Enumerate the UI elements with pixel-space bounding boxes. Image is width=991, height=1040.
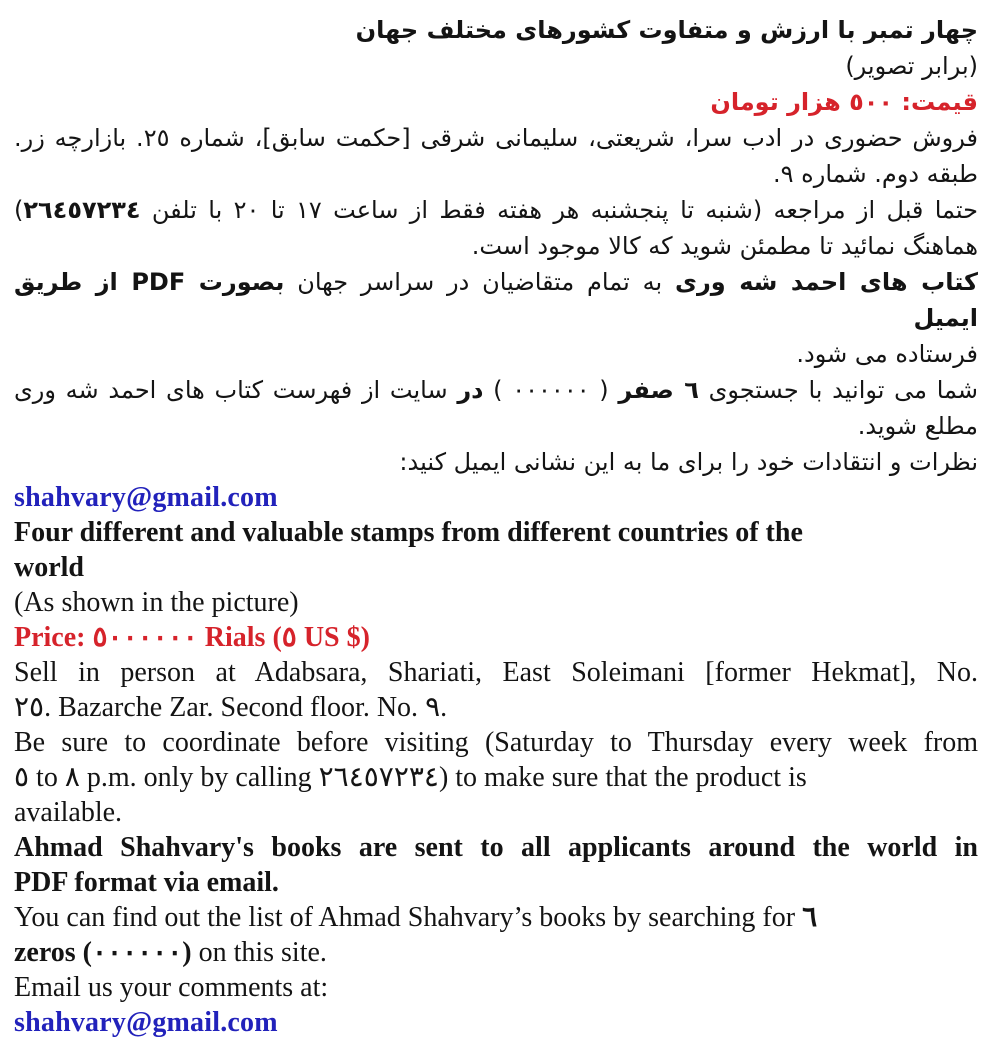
coordinate-text: حتما قبل از مراجعه (شنبه تا پنجشنبه هر هفته فقط از ساعت ١٧ تا ٢٠ با تلفن xyxy=(140,196,979,224)
books-line1-en: Ahmad Shahvary's books are sent to all applicants around the world in xyxy=(14,832,978,863)
books-line2-en: PDF format via email. xyxy=(14,867,279,898)
zeros-parenthetical: ( ٠٠٠٠٠٠ ) xyxy=(483,376,619,404)
zeros-rest: on this site. xyxy=(191,937,327,968)
zeros-line2-en xyxy=(14,935,978,970)
six-digit-bold: ٦ xyxy=(802,902,818,933)
books-line1-fa xyxy=(14,264,978,336)
search-line1-fa xyxy=(14,372,978,408)
books-regular-text: به تمام متقاضیان در سراسر جهان xyxy=(284,268,675,296)
ad-title-fa: چهار تمبر با ارزش و متفاوت کشورهای مختلف جهان xyxy=(355,16,978,44)
english-section xyxy=(14,480,978,1040)
address-line2-fa: طبقه دوم. شماره ٩. xyxy=(773,160,978,188)
dar-bold: در xyxy=(457,376,484,404)
six-zeros-bold: ٦ صفر xyxy=(618,376,699,404)
picture-note-en: (As shown in the picture) xyxy=(14,587,299,618)
coordinate-close-paren: ) xyxy=(14,196,24,224)
sell-line2-en: ٢٥. Bazarche Zar. Second floor. No. ٩. xyxy=(14,692,448,723)
author-books-bold: کتاب های احمد شه وری xyxy=(674,268,978,296)
search-text-pre: شما می توانید با جستجوی xyxy=(698,376,979,404)
address-line1-fa: فروش حضوری در ادب سرا، شریعتی، سلیمانی شرقی [حکمت سابق]، شماره ٢٥. بازارچه زر. xyxy=(14,124,978,152)
sell-line1-en: Sell in person at Adabsara, Shariati, East Soleimani [former Hekmat], No. xyxy=(14,657,978,688)
coordinate-line2-en: ٥ to ٨ p.m. only by calling ٢٦٤٥٧٢٣٤) to make sure that the product is xyxy=(14,762,807,793)
comments-label-fa: نظرات و انتقادات خود را برای ما به این نشانی ایمیل کنید: xyxy=(399,448,978,476)
persian-section xyxy=(14,12,978,480)
coordinate-line2-fa: هماهنگ نمائید تا مطمئن شوید که کالا موجود است. xyxy=(471,232,978,260)
email-link-bottom[interactable]: shahvary@gmail.com xyxy=(14,1007,278,1038)
price-line-en: Price: ٥٠٠٠٠٠٠ Rials (٥ US $) xyxy=(14,622,370,653)
price-line-fa: قیمت: ٥٠٠ هزار تومان xyxy=(710,88,978,116)
coordinate-line3-en: available. xyxy=(14,797,123,828)
books-line2-fa: فرستاده می شود. xyxy=(796,340,978,368)
zeros-text-pre: You can find out the list of Ahmad Shahvary’s books by searching for xyxy=(14,902,803,933)
ad-title-en-line2: world xyxy=(14,552,84,583)
comments-label-en: Email us your comments at: xyxy=(14,972,329,1003)
search-text-post: سایت از فهرست کتاب های احمد شه وری xyxy=(14,376,458,404)
ad-title-en-line1: Four different and valuable stamps from different countries of the xyxy=(14,517,803,548)
pdf-email-bold: بصورت PDF از طریق ایمیل xyxy=(14,268,978,332)
picture-note-fa: (برابر تصویر) xyxy=(845,52,978,80)
email-link-top[interactable]: shahvary@gmail.com xyxy=(14,482,278,513)
phone-number: ٢٦٤٥٧٢٣٤ xyxy=(23,196,141,224)
search-line2-fa: مطلع شوید. xyxy=(857,412,978,440)
zeros-bold: zeros (٠٠٠٠٠٠) xyxy=(14,937,192,968)
coordinate-line1-en: Be sure to coordinate before visiting (Saturday to Thursday every week from xyxy=(14,727,978,758)
coordinate-line1-fa xyxy=(14,192,978,228)
zeros-line1-en xyxy=(14,900,978,935)
